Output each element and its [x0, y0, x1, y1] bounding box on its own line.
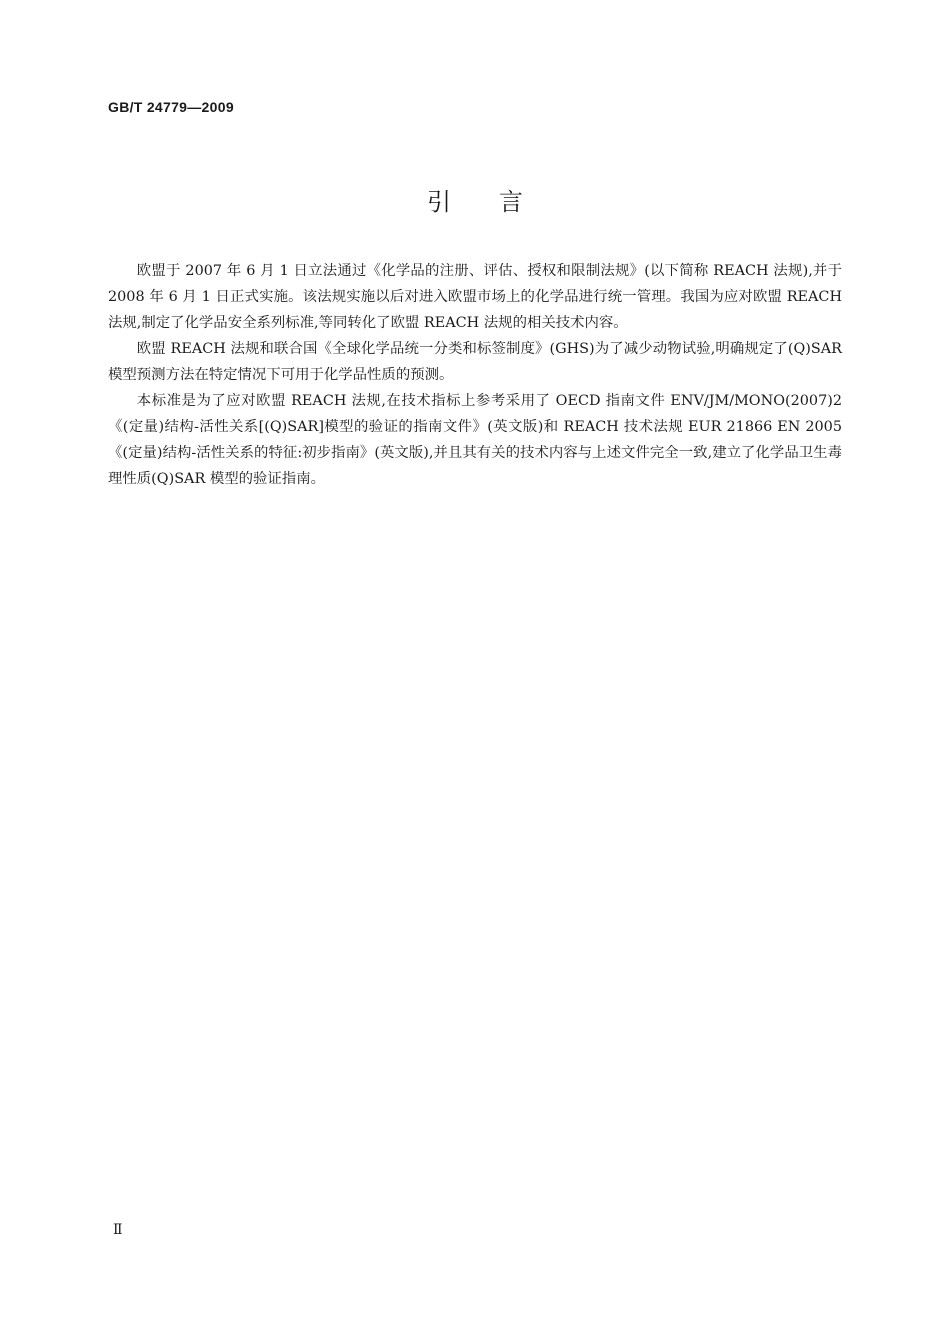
- paragraph-2: 欧盟 REACH 法规和联合国《全球化学品统一分类和标签制度》(GHS)为了减少动物试验,明确规定了(Q)SAR 模型预测方法在特定情况下可用于化学品性质的预测。: [108, 341, 842, 383]
- page-number: Ⅱ: [113, 1222, 123, 1238]
- paragraph-3: 本标准是为了应对欧盟 REACH 法规,在技术指标上参考采用了 OECD 指南文件 ENV/JM/MONO(2007)2《(定量)结构-活性关系[(Q)SAR]模型的验证的指南文件》(英文版)和 REACH 技术法规 EUR 21866 EN 2005《(定量)结构-活性关系的特征:初步指南》(英文版),并且其有关的技术内容与上述文件完全一致,建立了化学品卫生毒理性质(Q)SAR 模型的验证指南。: [108, 393, 842, 487]
- standard-code: GB/T 24779—2009: [108, 99, 234, 115]
- paragraph-1: 欧盟于 2007 年 6 月 1 日立法通过《化学品的注册、评估、授权和限制法规》(以下简称 REACH 法规),并于 2008 年 6 月 1 日正式实施。该法规实施以后对进入欧盟市场上的化学品进行统一管理。我国为应对欧盟 REACH 法规,制定了化学品安全系列标准,等同转化了欧盟 REACH 法规的相关技术内容。: [108, 263, 842, 331]
- section-title: 引言: [427, 188, 571, 216]
- body-text: [108, 258, 842, 492]
